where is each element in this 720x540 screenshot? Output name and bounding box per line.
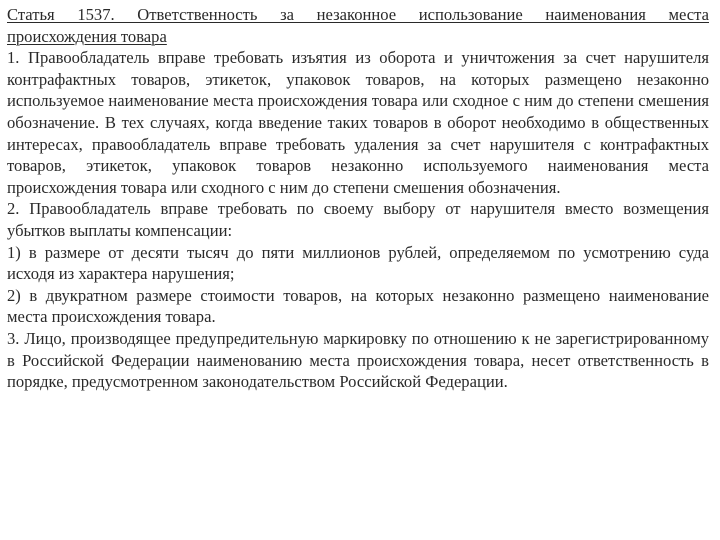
paragraph-1: 1. Правообладатель вправе требовать изъятия из оборота и уничтожения за счет нарушителя контрафактных товаров, этикеток, упаковок товаров, на которых размещено незаконно используемое наименование места происхождения товара или сходное с ним до степени смешения обозначение. В тех случаях, когда введение таких товаров в оборот необходимо в общественных интересах, правообладатель вправе требовать удаления за счет нарушителя с контрафактных товаров, этикеток, упаковок товаров незаконно используемого наименования места происхождения товара или сходного с ним до степени смешения обозначения. xyxy=(7,48,709,197)
paragraph-2-item-1: 1) в размере от десяти тысяч до пяти миллионов рублей, определяемом по усмотрению суда исходя из характера нарушения; xyxy=(7,242,709,284)
document-page xyxy=(7,4,709,393)
article-title: Статья 1537. Ответственность за незаконное использование наименования места xyxy=(7,5,709,24)
article-title-continuation: происхождения товара xyxy=(7,26,167,46)
paragraph-3: 3. Лицо, производящее предупредительную маркировку по отношению к не зарегистрированному в Российской Федерации наименованию места происхождения товара, несет ответственность в порядке, предусмотренном законодательством Российской Федерации. xyxy=(7,328,709,392)
paragraph-2-item-2: 2) в двукратном размере стоимости товаров, на которых незаконно размещено наименование места происхождения товара. xyxy=(7,285,709,327)
paragraph-2: 2. Правообладатель вправе требовать по своему выбору от нарушителя вместо возмещения убытков выплаты компенсации: xyxy=(7,199,709,240)
